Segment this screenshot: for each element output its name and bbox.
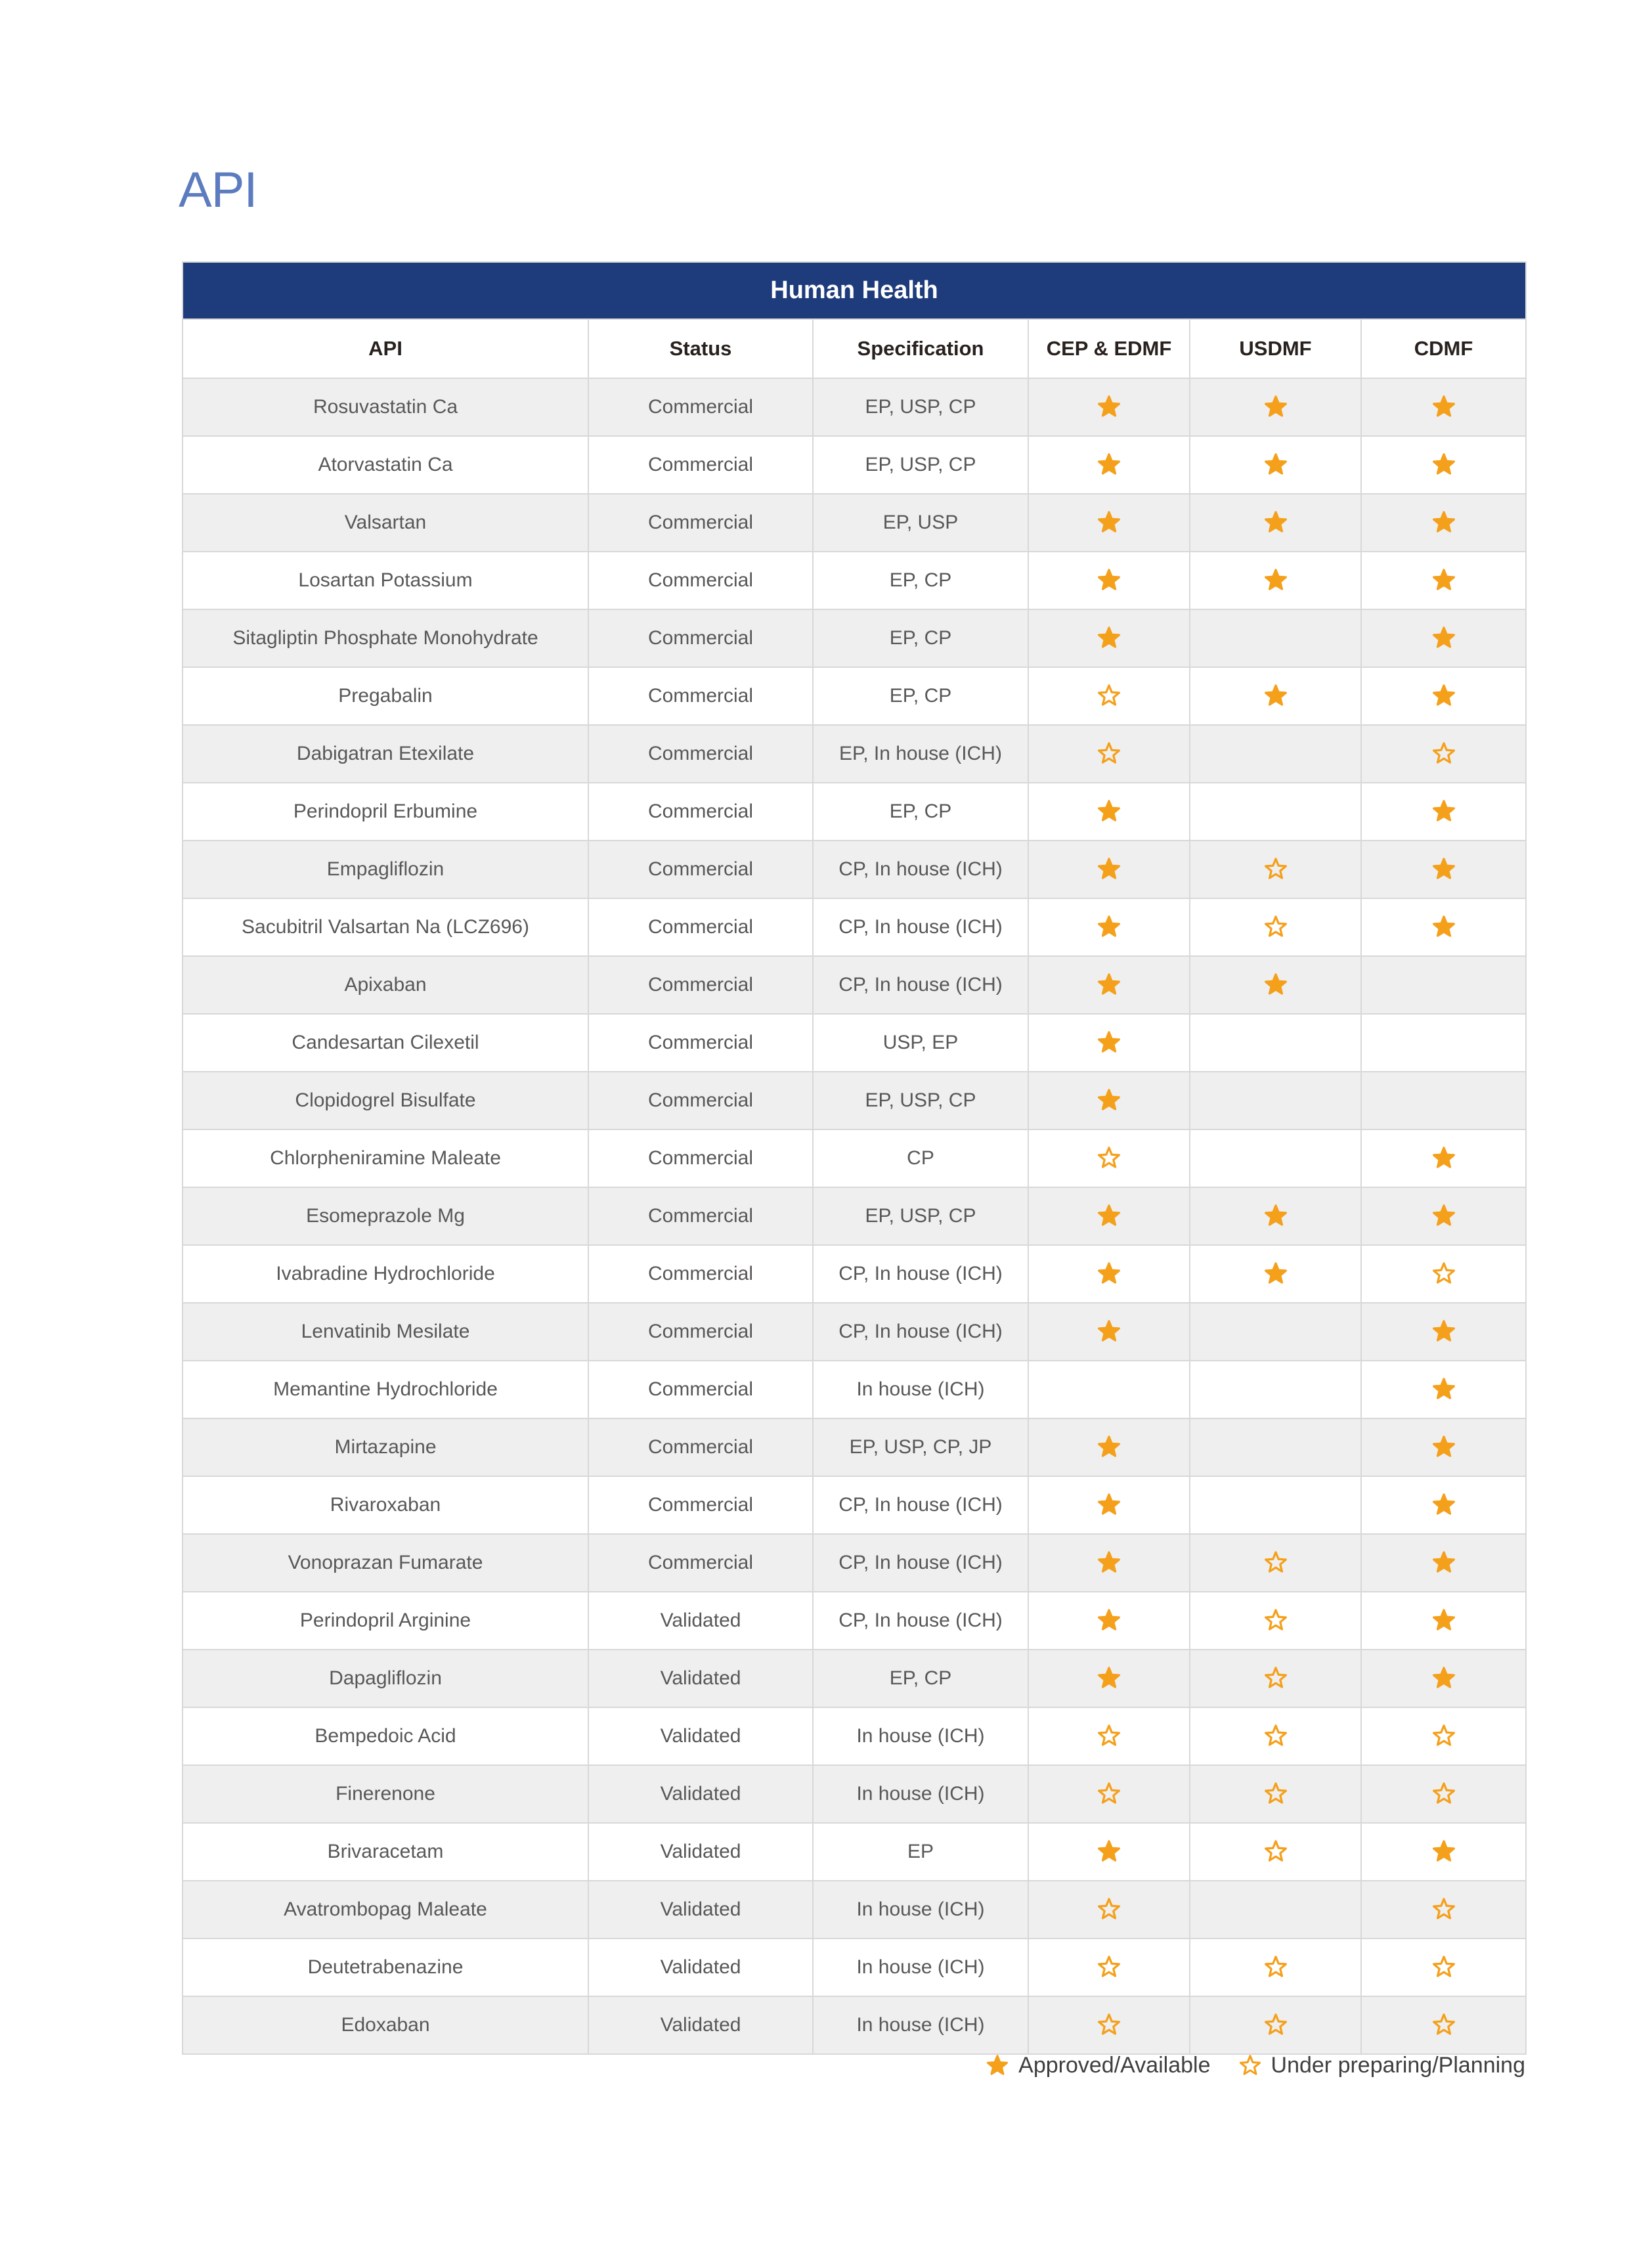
specification-cell: In house (ICH) bbox=[813, 1361, 1028, 1418]
star-filled-icon bbox=[1431, 684, 1456, 709]
status-cell: Commercial bbox=[588, 1014, 813, 1072]
star-outline-icon bbox=[1097, 1146, 1121, 1171]
star-outline-icon bbox=[1097, 741, 1121, 766]
star-filled-icon bbox=[1431, 626, 1456, 651]
api-cell: Rivaroxaban bbox=[183, 1476, 588, 1534]
star-outline-icon bbox=[1431, 2013, 1456, 2038]
specification-cell: CP bbox=[813, 1129, 1028, 1187]
specification-cell: In house (ICH) bbox=[813, 1881, 1028, 1939]
specification-cell: CP, In house (ICH) bbox=[813, 841, 1028, 898]
star-filled-icon bbox=[1431, 1666, 1456, 1691]
status-cell: Validated bbox=[588, 1823, 813, 1881]
column-header-cdmf: CDMF bbox=[1361, 319, 1526, 378]
cdmf-cell bbox=[1361, 1072, 1526, 1129]
cep-edmf-cell bbox=[1028, 1072, 1190, 1129]
cep-edmf-cell bbox=[1028, 494, 1190, 552]
usdmf-cell bbox=[1190, 783, 1361, 841]
table-row bbox=[183, 1129, 1526, 1187]
specification-cell: EP, CP bbox=[813, 552, 1028, 609]
status-cell: Validated bbox=[588, 1592, 813, 1650]
star-filled-icon bbox=[1097, 799, 1121, 824]
api-cell: Pregabalin bbox=[183, 667, 588, 725]
cdmf-cell bbox=[1361, 494, 1526, 552]
cep-edmf-cell bbox=[1028, 1765, 1190, 1823]
api-cell: Dapagliflozin bbox=[183, 1650, 588, 1707]
star-filled-icon bbox=[1431, 915, 1456, 940]
usdmf-cell bbox=[1190, 378, 1361, 436]
cep-edmf-cell bbox=[1028, 1650, 1190, 1707]
status-cell: Commercial bbox=[588, 667, 813, 725]
cdmf-cell bbox=[1361, 1476, 1526, 1534]
cep-edmf-cell bbox=[1028, 1361, 1190, 1418]
star-filled-icon bbox=[1097, 626, 1121, 651]
cdmf-cell bbox=[1361, 1187, 1526, 1245]
cdmf-cell bbox=[1361, 1823, 1526, 1881]
star-outline-icon bbox=[1431, 1724, 1456, 1749]
cdmf-cell bbox=[1361, 1765, 1526, 1823]
star-filled-icon bbox=[1263, 395, 1288, 420]
cep-edmf-cell bbox=[1028, 1129, 1190, 1187]
cep-edmf-cell bbox=[1028, 1707, 1190, 1765]
status-cell: Commercial bbox=[588, 1245, 813, 1303]
star-outline-icon bbox=[1097, 2013, 1121, 2038]
usdmf-cell bbox=[1190, 898, 1361, 956]
status-cell: Commercial bbox=[588, 1072, 813, 1129]
status-cell: Validated bbox=[588, 1765, 813, 1823]
cdmf-cell bbox=[1361, 841, 1526, 898]
star-outline-icon bbox=[1431, 1261, 1456, 1286]
status-cell: Commercial bbox=[588, 552, 813, 609]
star-filled-icon bbox=[1263, 684, 1288, 709]
star-filled-icon bbox=[1097, 1839, 1121, 1864]
table-row bbox=[183, 1014, 1526, 1072]
cep-edmf-cell bbox=[1028, 1014, 1190, 1072]
table-row bbox=[183, 1245, 1526, 1303]
api-cell: Finerenone bbox=[183, 1765, 588, 1823]
table-row bbox=[183, 1707, 1526, 1765]
usdmf-cell bbox=[1190, 956, 1361, 1014]
star-filled-icon bbox=[1431, 857, 1456, 882]
star-filled-icon bbox=[1431, 510, 1456, 535]
star-outline-icon bbox=[1263, 857, 1288, 882]
cdmf-cell bbox=[1361, 1996, 1526, 2054]
cdmf-cell bbox=[1361, 1418, 1526, 1476]
cdmf-cell bbox=[1361, 1592, 1526, 1650]
star-outline-icon bbox=[1263, 1608, 1288, 1633]
table-row bbox=[183, 898, 1526, 956]
cep-edmf-cell bbox=[1028, 1418, 1190, 1476]
cep-edmf-cell bbox=[1028, 725, 1190, 783]
column-header-usdmf: USDMF bbox=[1190, 319, 1361, 378]
star-filled-icon bbox=[1263, 1261, 1288, 1286]
cep-edmf-cell bbox=[1028, 1592, 1190, 1650]
star-outline-icon bbox=[1097, 1782, 1121, 1807]
star-filled-icon bbox=[1263, 568, 1288, 593]
column-header-api: API bbox=[183, 319, 588, 378]
star-filled-icon bbox=[1097, 1666, 1121, 1691]
cdmf-cell bbox=[1361, 436, 1526, 494]
star-filled-icon bbox=[1097, 510, 1121, 535]
specification-cell: In house (ICH) bbox=[813, 1996, 1028, 2054]
specification-cell: EP, USP, CP bbox=[813, 436, 1028, 494]
star-outline-icon bbox=[1263, 1955, 1288, 1980]
usdmf-cell bbox=[1190, 436, 1361, 494]
star-filled-icon bbox=[1097, 568, 1121, 593]
cep-edmf-cell bbox=[1028, 1823, 1190, 1881]
cdmf-cell bbox=[1361, 956, 1526, 1014]
usdmf-cell bbox=[1190, 1014, 1361, 1072]
legend-approved-label: Approved/Available bbox=[1018, 2053, 1211, 2078]
star-outline-icon bbox=[1097, 1897, 1121, 1922]
table-row bbox=[183, 725, 1526, 783]
cdmf-cell bbox=[1361, 1534, 1526, 1592]
page-title: API bbox=[179, 162, 257, 218]
table-row bbox=[183, 1476, 1526, 1534]
usdmf-cell bbox=[1190, 552, 1361, 609]
specification-cell: EP, CP bbox=[813, 1650, 1028, 1707]
human-health-table bbox=[182, 261, 1525, 2055]
table-row bbox=[183, 1939, 1526, 1996]
cep-edmf-cell bbox=[1028, 378, 1190, 436]
api-cell: Valsartan bbox=[183, 494, 588, 552]
cep-edmf-cell bbox=[1028, 667, 1190, 725]
star-filled-icon bbox=[1097, 1088, 1121, 1113]
usdmf-cell bbox=[1190, 1129, 1361, 1187]
table-row bbox=[183, 609, 1526, 667]
cep-edmf-cell bbox=[1028, 1476, 1190, 1534]
star-outline-icon bbox=[1431, 741, 1456, 766]
cep-edmf-cell bbox=[1028, 1996, 1190, 2054]
table-title: Human Health bbox=[183, 262, 1526, 319]
api-cell: Sitagliptin Phosphate Monohydrate bbox=[183, 609, 588, 667]
star-filled-icon bbox=[1097, 1319, 1121, 1344]
usdmf-cell bbox=[1190, 1881, 1361, 1939]
cdmf-cell bbox=[1361, 378, 1526, 436]
table-row bbox=[183, 1650, 1526, 1707]
usdmf-cell bbox=[1190, 1823, 1361, 1881]
table-row bbox=[183, 1592, 1526, 1650]
status-cell: Validated bbox=[588, 1881, 813, 1939]
specification-cell: CP, In house (ICH) bbox=[813, 898, 1028, 956]
cep-edmf-cell bbox=[1028, 552, 1190, 609]
api-cell: Mirtazapine bbox=[183, 1418, 588, 1476]
usdmf-cell bbox=[1190, 1996, 1361, 2054]
star-filled-icon bbox=[1097, 1550, 1121, 1575]
api-cell: Perindopril Arginine bbox=[183, 1592, 588, 1650]
status-cell: Commercial bbox=[588, 436, 813, 494]
specification-cell: EP, USP, CP, JP bbox=[813, 1418, 1028, 1476]
usdmf-cell bbox=[1190, 1534, 1361, 1592]
usdmf-cell bbox=[1190, 1072, 1361, 1129]
api-cell: Avatrombopag Maleate bbox=[183, 1881, 588, 1939]
specification-cell: EP, CP bbox=[813, 667, 1028, 725]
status-cell: Commercial bbox=[588, 609, 813, 667]
cep-edmf-cell bbox=[1028, 956, 1190, 1014]
status-cell: Commercial bbox=[588, 1534, 813, 1592]
star-filled-icon bbox=[1097, 1204, 1121, 1229]
specification-cell: EP, In house (ICH) bbox=[813, 725, 1028, 783]
status-cell: Commercial bbox=[588, 494, 813, 552]
status-cell: Validated bbox=[588, 1939, 813, 1996]
status-cell: Commercial bbox=[588, 956, 813, 1014]
usdmf-cell bbox=[1190, 1939, 1361, 1996]
star-outline-icon bbox=[1263, 1782, 1288, 1807]
legend bbox=[986, 2053, 1525, 2078]
api-cell: Clopidogrel Bisulfate bbox=[183, 1072, 588, 1129]
star-filled-icon bbox=[1431, 1319, 1456, 1344]
star-filled-icon bbox=[1431, 1550, 1456, 1575]
star-filled-icon bbox=[1431, 1146, 1456, 1171]
api-cell: Apixaban bbox=[183, 956, 588, 1014]
table-row bbox=[183, 1303, 1526, 1361]
cdmf-cell bbox=[1361, 667, 1526, 725]
specification-cell: EP bbox=[813, 1823, 1028, 1881]
usdmf-cell bbox=[1190, 667, 1361, 725]
specification-cell: EP, CP bbox=[813, 609, 1028, 667]
table-row bbox=[183, 494, 1526, 552]
status-cell: Commercial bbox=[588, 841, 813, 898]
status-cell: Commercial bbox=[588, 898, 813, 956]
usdmf-cell bbox=[1190, 841, 1361, 898]
usdmf-cell bbox=[1190, 1765, 1361, 1823]
column-header-status: Status bbox=[588, 319, 813, 378]
star-filled-icon bbox=[1431, 1839, 1456, 1864]
table-row bbox=[183, 1823, 1526, 1881]
specification-cell: In house (ICH) bbox=[813, 1765, 1028, 1823]
cep-edmf-cell bbox=[1028, 1939, 1190, 1996]
star-filled-icon bbox=[1097, 452, 1121, 477]
table-row bbox=[183, 1881, 1526, 1939]
status-cell: Validated bbox=[588, 1707, 813, 1765]
api-cell: Esomeprazole Mg bbox=[183, 1187, 588, 1245]
usdmf-cell bbox=[1190, 1245, 1361, 1303]
star-filled-icon bbox=[1431, 1608, 1456, 1633]
star-outline-icon bbox=[1238, 2054, 1262, 2078]
star-filled-icon bbox=[1263, 973, 1288, 997]
usdmf-cell bbox=[1190, 1592, 1361, 1650]
specification-cell: EP, USP, CP bbox=[813, 1187, 1028, 1245]
table-row bbox=[183, 667, 1526, 725]
cdmf-cell bbox=[1361, 552, 1526, 609]
api-cell: Vonoprazan Fumarate bbox=[183, 1534, 588, 1592]
star-filled-icon bbox=[1097, 1030, 1121, 1055]
table-row bbox=[183, 783, 1526, 841]
star-filled-icon bbox=[986, 2054, 1009, 2078]
api-cell: Candesartan Cilexetil bbox=[183, 1014, 588, 1072]
cdmf-cell bbox=[1361, 1245, 1526, 1303]
specification-cell: CP, In house (ICH) bbox=[813, 1534, 1028, 1592]
status-cell: Commercial bbox=[588, 1303, 813, 1361]
status-cell: Commercial bbox=[588, 1476, 813, 1534]
api-cell: Lenvatinib Mesilate bbox=[183, 1303, 588, 1361]
specification-cell: EP, USP bbox=[813, 494, 1028, 552]
table-row bbox=[183, 841, 1526, 898]
status-cell: Commercial bbox=[588, 1129, 813, 1187]
usdmf-cell bbox=[1190, 1303, 1361, 1361]
specification-cell: CP, In house (ICH) bbox=[813, 1303, 1028, 1361]
api-cell: Edoxaban bbox=[183, 1996, 588, 2054]
cep-edmf-cell bbox=[1028, 1187, 1190, 1245]
star-filled-icon bbox=[1431, 452, 1456, 477]
cep-edmf-cell bbox=[1028, 898, 1190, 956]
star-filled-icon bbox=[1431, 1435, 1456, 1460]
cdmf-cell bbox=[1361, 1939, 1526, 1996]
usdmf-cell bbox=[1190, 1361, 1361, 1418]
cdmf-cell bbox=[1361, 783, 1526, 841]
specification-cell: EP, CP bbox=[813, 783, 1028, 841]
cep-edmf-cell bbox=[1028, 1303, 1190, 1361]
usdmf-cell bbox=[1190, 1187, 1361, 1245]
star-outline-icon bbox=[1238, 2054, 1262, 2078]
specification-cell: USP, EP bbox=[813, 1014, 1028, 1072]
cdmf-cell bbox=[1361, 1881, 1526, 1939]
cep-edmf-cell bbox=[1028, 436, 1190, 494]
cdmf-cell bbox=[1361, 1361, 1526, 1418]
star-outline-icon bbox=[1263, 2013, 1288, 2038]
api-cell: Ivabradine Hydrochloride bbox=[183, 1245, 588, 1303]
star-filled-icon bbox=[1263, 452, 1288, 477]
star-filled-icon bbox=[1431, 1204, 1456, 1229]
cep-edmf-cell bbox=[1028, 609, 1190, 667]
table-row bbox=[183, 436, 1526, 494]
cdmf-cell bbox=[1361, 1129, 1526, 1187]
legend-planning-label: Under preparing/Planning bbox=[1271, 2053, 1525, 2078]
star-outline-icon bbox=[1263, 1724, 1288, 1749]
cep-edmf-cell bbox=[1028, 1245, 1190, 1303]
usdmf-cell bbox=[1190, 494, 1361, 552]
api-cell: Perindopril Erbumine bbox=[183, 783, 588, 841]
star-filled-icon bbox=[1263, 1204, 1288, 1229]
status-cell: Validated bbox=[588, 1650, 813, 1707]
star-filled-icon bbox=[1097, 395, 1121, 420]
cdmf-cell bbox=[1361, 1014, 1526, 1072]
cep-edmf-cell bbox=[1028, 783, 1190, 841]
table-row bbox=[183, 1765, 1526, 1823]
star-filled-icon bbox=[1431, 395, 1456, 420]
star-outline-icon bbox=[1431, 1955, 1456, 1980]
cep-edmf-cell bbox=[1028, 1881, 1190, 1939]
star-outline-icon bbox=[1097, 684, 1121, 709]
star-filled-icon bbox=[1097, 915, 1121, 940]
status-cell: Commercial bbox=[588, 1361, 813, 1418]
usdmf-cell bbox=[1190, 609, 1361, 667]
star-outline-icon bbox=[1097, 1724, 1121, 1749]
api-cell: Bempedoic Acid bbox=[183, 1707, 588, 1765]
star-filled-icon bbox=[1431, 568, 1456, 593]
table-row bbox=[183, 956, 1526, 1014]
status-cell: Validated bbox=[588, 1996, 813, 2054]
star-outline-icon bbox=[1431, 1897, 1456, 1922]
cdmf-cell bbox=[1361, 898, 1526, 956]
star-filled-icon bbox=[1431, 799, 1456, 824]
api-cell: Losartan Potassium bbox=[183, 552, 588, 609]
star-outline-icon bbox=[1263, 915, 1288, 940]
specification-cell: In house (ICH) bbox=[813, 1939, 1028, 1996]
star-filled-icon bbox=[1097, 1608, 1121, 1633]
usdmf-cell bbox=[1190, 725, 1361, 783]
table-row bbox=[183, 1361, 1526, 1418]
api-cell: Memantine Hydrochloride bbox=[183, 1361, 588, 1418]
column-header-specification: Specification bbox=[813, 319, 1028, 378]
status-cell: Commercial bbox=[588, 1187, 813, 1245]
star-filled-icon bbox=[1097, 857, 1121, 882]
specification-cell: CP, In house (ICH) bbox=[813, 1476, 1028, 1534]
usdmf-cell bbox=[1190, 1707, 1361, 1765]
cep-edmf-cell bbox=[1028, 841, 1190, 898]
cdmf-cell bbox=[1361, 1707, 1526, 1765]
api-cell: Rosuvastatin Ca bbox=[183, 378, 588, 436]
specification-cell: CP, In house (ICH) bbox=[813, 956, 1028, 1014]
star-filled-icon bbox=[1431, 1377, 1456, 1402]
status-cell: Commercial bbox=[588, 783, 813, 841]
usdmf-cell bbox=[1190, 1476, 1361, 1534]
cep-edmf-cell bbox=[1028, 1534, 1190, 1592]
star-outline-icon bbox=[1431, 1782, 1456, 1807]
usdmf-cell bbox=[1190, 1418, 1361, 1476]
table-row bbox=[183, 1534, 1526, 1592]
api-cell: Chlorpheniramine Maleate bbox=[183, 1129, 588, 1187]
star-outline-icon bbox=[1263, 1666, 1288, 1691]
star-filled-icon bbox=[1097, 1261, 1121, 1286]
table-row bbox=[183, 378, 1526, 436]
specification-cell: CP, In house (ICH) bbox=[813, 1592, 1028, 1650]
status-cell: Commercial bbox=[588, 1418, 813, 1476]
specification-cell: EP, USP, CP bbox=[813, 378, 1028, 436]
specification-cell: CP, In house (ICH) bbox=[813, 1245, 1028, 1303]
column-header-row bbox=[183, 319, 1526, 378]
specification-cell: EP, USP, CP bbox=[813, 1072, 1028, 1129]
table-row bbox=[183, 552, 1526, 609]
star-filled-icon bbox=[1431, 1493, 1456, 1518]
star-outline-icon bbox=[1097, 1955, 1121, 1980]
star-filled-icon bbox=[1097, 973, 1121, 997]
api-cell: Brivaracetam bbox=[183, 1823, 588, 1881]
cdmf-cell bbox=[1361, 609, 1526, 667]
cdmf-cell bbox=[1361, 725, 1526, 783]
star-filled-icon bbox=[1263, 510, 1288, 535]
api-cell: Empagliflozin bbox=[183, 841, 588, 898]
star-outline-icon bbox=[1263, 1839, 1288, 1864]
specification-cell: In house (ICH) bbox=[813, 1707, 1028, 1765]
api-cell: Atorvastatin Ca bbox=[183, 436, 588, 494]
star-outline-icon bbox=[1263, 1550, 1288, 1575]
api-cell: Sacubitril Valsartan Na (LCZ696) bbox=[183, 898, 588, 956]
table-row bbox=[183, 1187, 1526, 1245]
usdmf-cell bbox=[1190, 1650, 1361, 1707]
star-filled-icon bbox=[1097, 1435, 1121, 1460]
cdmf-cell bbox=[1361, 1650, 1526, 1707]
table-row bbox=[183, 1072, 1526, 1129]
status-cell: Commercial bbox=[588, 725, 813, 783]
column-header-cep-edmf: CEP & EDMF bbox=[1028, 319, 1190, 378]
star-filled-icon bbox=[986, 2054, 1009, 2078]
api-cell: Dabigatran Etexilate bbox=[183, 725, 588, 783]
cdmf-cell bbox=[1361, 1303, 1526, 1361]
table-row bbox=[183, 1996, 1526, 2054]
api-cell: Deutetrabenazine bbox=[183, 1939, 588, 1996]
table-row bbox=[183, 1418, 1526, 1476]
status-cell: Commercial bbox=[588, 378, 813, 436]
star-filled-icon bbox=[1097, 1493, 1121, 1518]
